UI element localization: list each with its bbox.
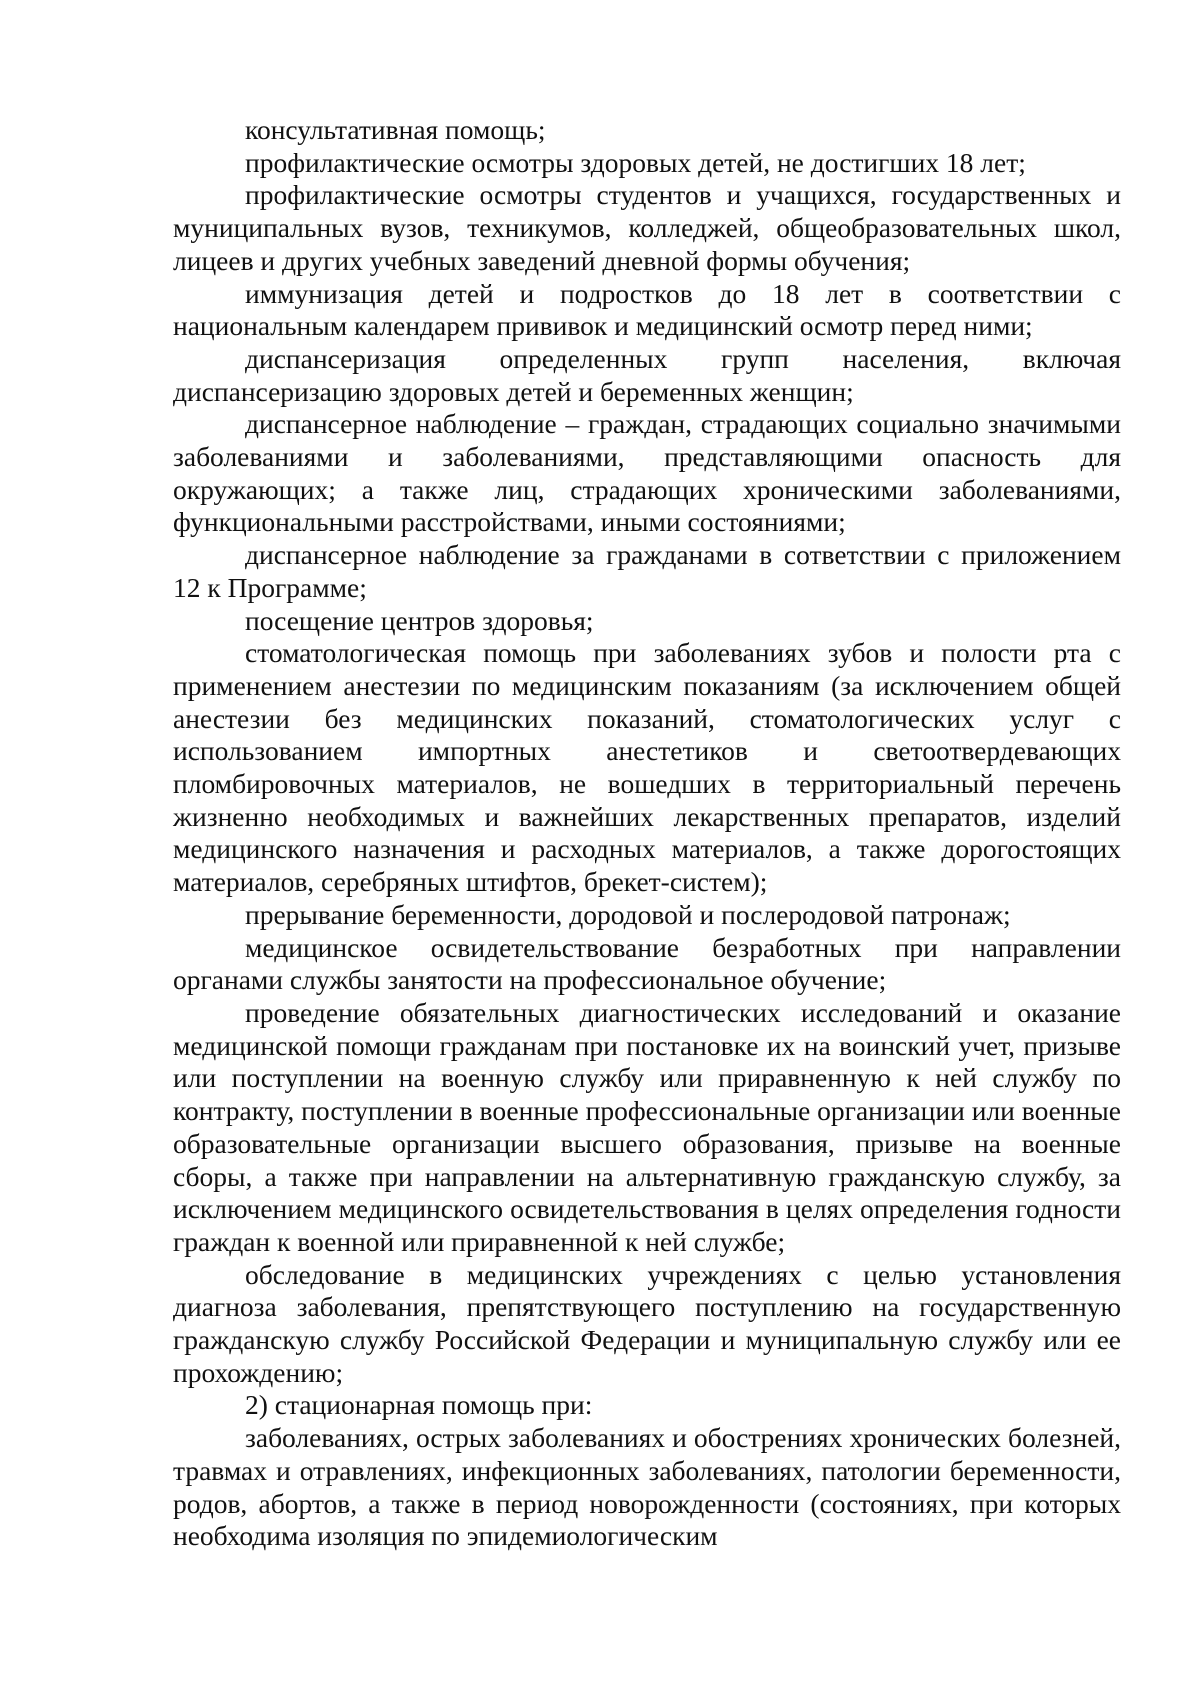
paragraph-inpatient-care-heading: 2) стационарная помощь при: (245, 1389, 593, 1421)
paragraph-pregnancy-termination: прерывание беременности, дородовой и послеродовой патронаж; (245, 898, 1011, 930)
document-body (173, 114, 1121, 1553)
paragraph-preventive-exams-children: профилактические осмотры здоровых детей, не достигших 18 лет; (245, 146, 1026, 178)
paragraph-dispensary-observation-appendix: диспансерное наблюдение за гражданами в сответствии с приложением 12 к Программе; (173, 539, 1121, 603)
paragraph-consultative-help: консультативная помощь; (245, 114, 546, 145)
paragraph-inpatient-diseases: заболеваниях, острых заболеваниях и обострениях хронических болезней, травмах и отравлениях, инфекционных заболеваниях, патологии беременности, родов, абортов, а также в период новорожденности (состояниях, при которых необходима изоляция по эпидемиологическим (173, 1422, 1121, 1552)
paragraph-dental-care: стоматологическая помощь при заболеваниях зубов и полости рта с применением анестезии по медицинским показаниям (за исключением общей анестезии без медицинских показаний, стоматологических услуг с использованием импортных анестетиков и светоотвердевающих пломбировочных материалов, не вошедших в территориальный перечень жизненно необходимых и важнейших лекарственных препаратов, изделий медицинского назначения и расходных материалов, а также дорогостоящих материалов, серебряных штифтов, брекет-систем); (173, 637, 1121, 898)
paragraph-civil-service-examination: обследование в медицинских учреждениях с целью установления диагноза заболевания, препятствующего поступлению на государственную гражданскую службу Российской Федерации и муниципальную службу или ее прохождению; (173, 1258, 1121, 1388)
paragraph-unemployed-examination: медицинское освидетельствование безработных при направлении органами службы занятости на профессиональное обучение; (173, 931, 1121, 996)
paragraph-immunization: иммунизация детей и подростков до 18 лет в соответствии с национальным календарем прививок и медицинский осмотр перед ними; (173, 277, 1121, 342)
paragraph-military-registration: проведение обязательных диагностических исследований и оказание медицинской помощи гражданам при постановке их на воинский учет, призыве или поступлении на военную службу или приравненную к ней службу по контракту, поступлении в военные профессиональные организации или военные образовательные организации высшего образования, призыве на военные сборы, а также при направлении на альтернативную гражданскую службу, за исключением медицинского освидетельствования в целях определения годности граждан к военной или приравненной к ней службе; (173, 996, 1121, 1257)
paragraph-health-centers: посещение центров здоровья; (245, 604, 594, 636)
paragraph-dispensary-observation: диспансерное наблюдение – граждан, страдающих социально значимыми заболеваниями и заболеваниями, представляющими опасность для окружающих; а также лиц, страдающих хроническими заболеваниями, функциональными расстройствами, иными состояниями; (173, 408, 1121, 538)
paragraph-preventive-exams-students: профилактические осмотры студентов и учащихся, государственных и муниципальных вузов, техникумов, колледжей, общеобразовательных школ, лицеев и других учебных заведений дневной формы обучения; (173, 179, 1121, 276)
paragraph-dispanserization: диспансеризация определенных групп населения, включая диспансеризацию здоровых детей и беременных женщин; (173, 342, 1121, 407)
